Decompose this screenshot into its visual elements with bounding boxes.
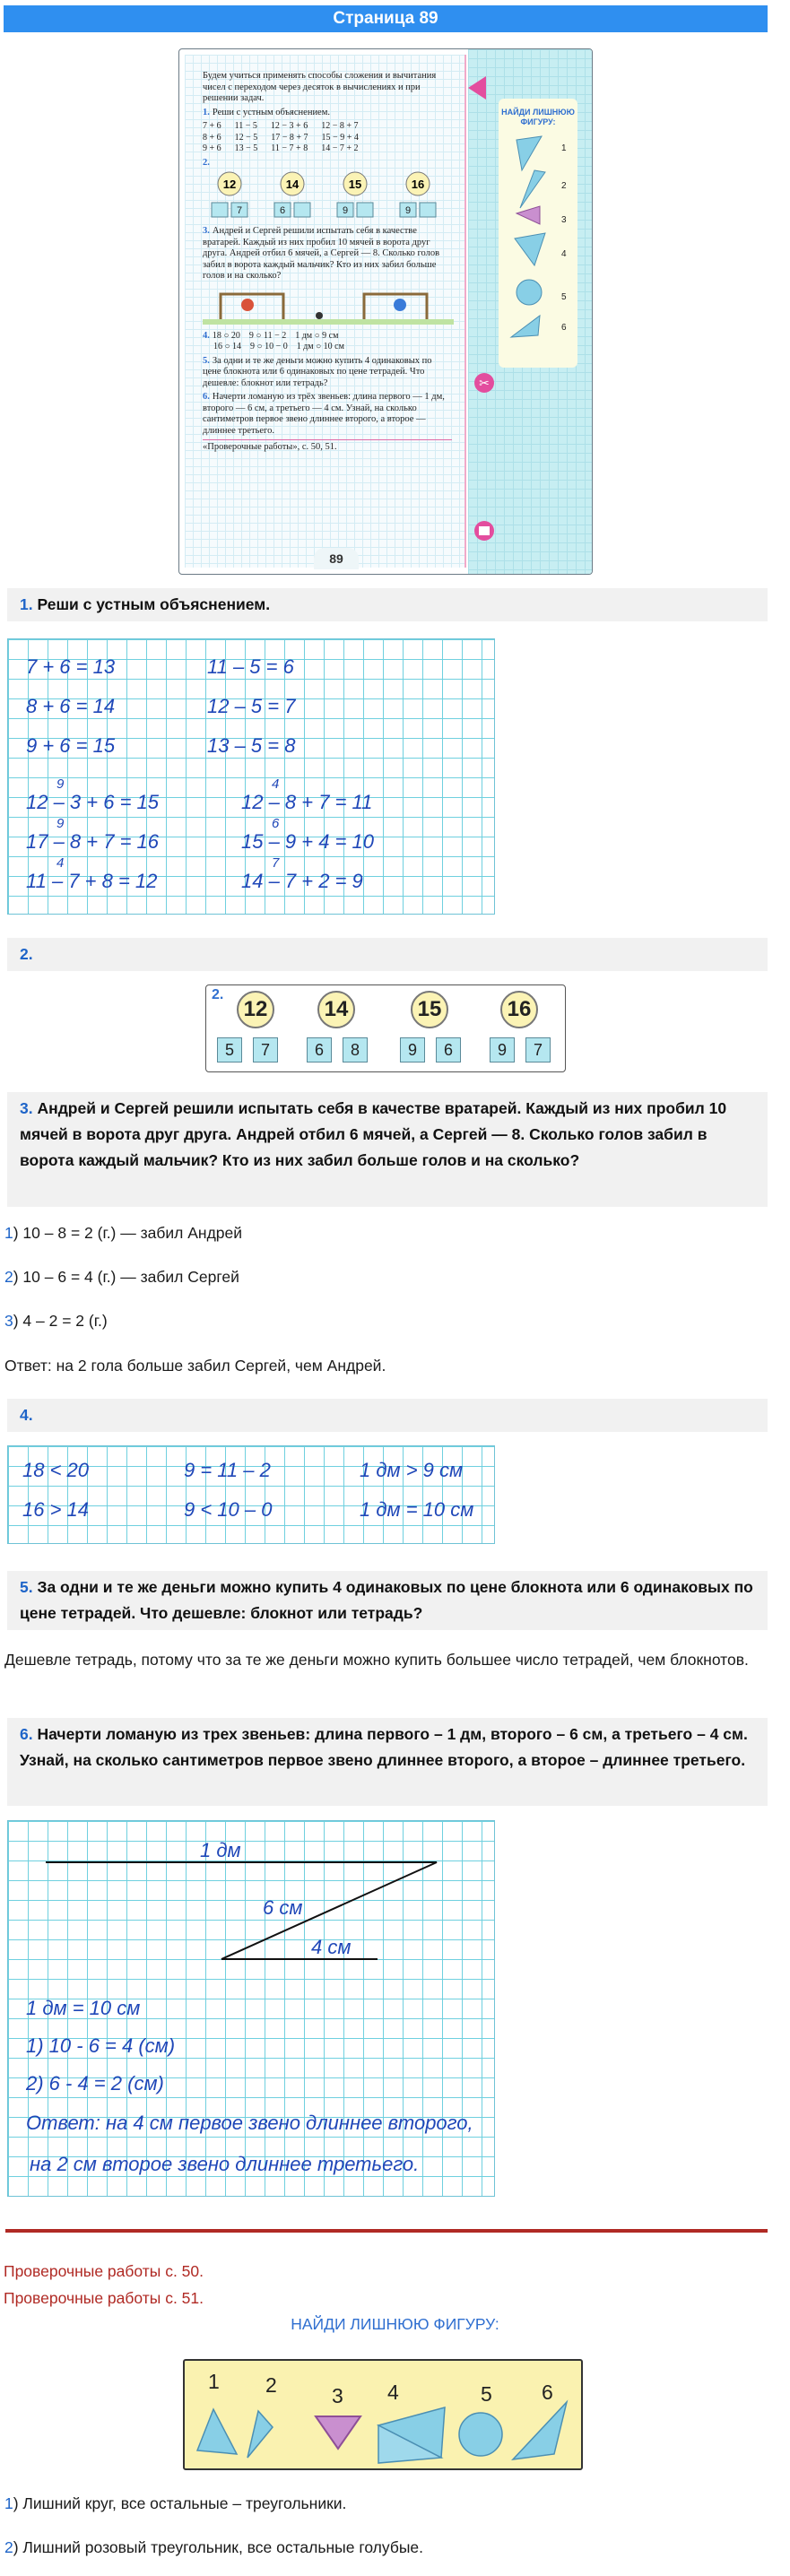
figure-number: 6: [542, 2381, 553, 2404]
solution-line: Ответ: на 4 см первое звено длиннее второго,: [26, 2112, 473, 2134]
panel-label: 2.: [212, 987, 224, 1002]
tb-circle-label: 15: [348, 178, 362, 191]
textbook-task1-row: 8 + 6 12 − 5 17 − 8 + 7 15 − 9 + 4: [203, 132, 359, 143]
number-circle: 12: [237, 991, 274, 1028]
solution-grid-4: [7, 1445, 495, 1544]
section-title-1: 1. Реши с устным объяснением.: [7, 588, 768, 621]
section-divider: [5, 2229, 768, 2233]
number-square: 9: [490, 1037, 515, 1062]
answer-hint: 6: [272, 816, 280, 831]
solution-step: 2) 10 – 6 = 4 (г.) — забил Сергей: [4, 1268, 239, 1286]
tb-circle-label: 12: [222, 178, 237, 191]
svg-text:6: 6: [279, 205, 286, 216]
textbook-task1-row: 7 + 6 11 − 5 12 − 3 + 6 12 − 8 + 7: [203, 121, 359, 131]
number-square: 7: [253, 1037, 278, 1062]
section-title-3: 3. Андрей и Сергей решили испытать себя в качестве вратарей. Каждый из них пробил 10 мячей в ворота друг друга. Андрей отбил 6 мячей, а Сергей — 8. Сколько голов забил в ворота каждый мальчик? Кто из них забил больше голов и на сколько?: [7, 1092, 768, 1207]
solution-grid-6: [7, 1820, 495, 2197]
answer-hint: 9: [56, 816, 65, 831]
figure-2-triangle: [247, 2411, 273, 2458]
answer-line: 9 + 6 = 15: [26, 734, 116, 757]
figure-answer: 2) Лишний розовый треугольник, все остальные голубые.: [4, 2538, 424, 2556]
textbook-task3: 3. Андрей и Сергей решили испытать себя в качестве вратарей. Каждый из них пробил 10 мячей в ворота друг друга. Андрей отбил 6 мячей, а Сергей — 8. Сколько голов забил в ворота каждый мальчик? Кто из них забил больше голов и на сколько?: [203, 226, 440, 281]
circle-number-panel: [205, 984, 566, 1072]
solution-grid-1: [7, 638, 495, 915]
svg-text:1: 1: [561, 143, 567, 153]
answer-line: 11 – 5 = 6: [207, 655, 294, 678]
textbook-intro: Будем учиться применять способы сложения и вычитания чисел с переходом через десяток в вычислениях и при решении задач.: [203, 71, 437, 103]
number-circle: 14: [317, 991, 355, 1028]
side-figure-card: [499, 99, 577, 368]
segment-label: 1 дм: [200, 1839, 241, 1861]
link-checks-51[interactable]: Проверочные работы с. 51.: [4, 2289, 204, 2307]
figure-number: 5: [481, 2382, 492, 2406]
solution-step: 1) 10 – 8 = 2 (г.) — забил Андрей: [4, 1224, 243, 1242]
section-title-4: 4.: [7, 1399, 768, 1432]
textbook-page-number: 89: [314, 548, 359, 569]
textbook-task1: 1. Реши с устным объяснением.: [203, 107, 330, 117]
textbook-checks: «Проверочные работы», с. 50, 51.: [203, 439, 452, 454]
answer-line: 11 – 7 + 8 = 12: [26, 870, 158, 892]
side-figures: [499, 131, 577, 364]
textbook-page: [178, 48, 593, 575]
figure-1-triangle: [197, 2409, 237, 2454]
textbook-task4-row: 16 ○ 14 9 ○ 10 − 0 1 дм ○ 10 см: [213, 342, 344, 351]
section-title-5: 5. За одни и те же деньги можно купить 4 одинаковых по цене блокнота или 6 одинаковых по цене тетрадей. Что дешевле: блокнот или тетрадь?: [7, 1571, 768, 1630]
number-square: 8: [343, 1037, 368, 1062]
comparison-answer: 18 < 20: [22, 1459, 90, 1481]
comparison-answer: 16 > 14: [22, 1498, 90, 1521]
section-title-2: 2.: [7, 938, 768, 971]
section-title-6: 6. Начерти ломаную из трех звеньев: длина первого – 1 дм, второго – 6 см, а третьего – 4 см. Узнай, на сколько сантиметров первое звено длиннее второго, а второе – длиннее третьего.: [7, 1718, 768, 1806]
textbook-task1-row: 9 + 6 13 − 5 11 − 7 + 8 14 − 7 + 2: [203, 143, 359, 153]
number-square: 6: [436, 1037, 461, 1062]
comparison-answer: 9 = 11 – 2: [184, 1459, 271, 1481]
textbook-task2-figure: [203, 169, 454, 222]
answer-hint: 4: [272, 776, 280, 792]
scissors-icon: [473, 372, 495, 394]
number-square: 5: [217, 1037, 242, 1062]
svg-text:6: 6: [561, 323, 567, 333]
answer-text: Ответ: на 2 гола больше забил Сергей, чем Андрей.: [4, 1357, 386, 1375]
solution-line: 1 дм = 10 см: [26, 1997, 141, 2019]
tb-circle-label: 14: [285, 178, 300, 191]
answer-text: Дешевле тетрадь, потому что за те же деньги можно купить большее число тетрадей, чем блокнотов.: [4, 1651, 749, 1669]
answer-line: 12 – 8 + 7 = 11: [241, 791, 373, 813]
svg-text:✂: ✂: [479, 376, 490, 390]
number-circle: 16: [500, 991, 538, 1028]
textbook-task2: 2.: [203, 157, 210, 168]
segment-label: 6 см: [263, 1896, 303, 1919]
figure-answer: 1) Лишний круг, все остальные – треугольники.: [4, 2494, 347, 2512]
figure-6-triangle: [513, 2402, 567, 2459]
figures-drawing: [185, 2361, 585, 2472]
textbook-main-column: [185, 55, 466, 568]
comparison-answer: 1 дм = 10 см: [360, 1498, 474, 1521]
figure-task-title: НАЙДИ ЛИШНЮЮ ФИГУРУ:: [291, 2315, 499, 2333]
answer-hint: 7: [272, 855, 280, 871]
soccer-illustration-icon: [203, 285, 454, 328]
solution-line: 1) 10 - 6 = 4 (см): [26, 2034, 176, 2057]
figure-number: 4: [387, 2381, 399, 2404]
figure-number: 1: [208, 2370, 220, 2393]
figure-number: 3: [332, 2384, 343, 2407]
svg-text:3: 3: [561, 215, 567, 225]
solution-step: 3) 4 – 2 = 2 (г.): [4, 1312, 108, 1330]
textbook-side-column: [468, 49, 593, 575]
number-square: 6: [307, 1037, 332, 1062]
figure-5-circle: [459, 2413, 502, 2456]
comparison-answer: 9 < 10 – 0: [184, 1498, 273, 1521]
answer-hint: 4: [56, 855, 65, 871]
answer-line: 15 – 9 + 4 = 10: [241, 830, 375, 853]
svg-text:4: 4: [561, 249, 567, 259]
answer-line: 12 – 3 + 6 = 15: [26, 791, 160, 813]
answer-line: 7 + 6 = 13: [26, 655, 116, 678]
number-circle: 15: [411, 991, 448, 1028]
pink-triangle-marker-icon: [466, 74, 488, 101]
side-figure-title: НАЙДИ ЛИШНЮЮ ФИГУРУ:: [501, 108, 575, 126]
figure-3-pink-triangle: [316, 2416, 360, 2449]
number-square: 7: [525, 1037, 551, 1062]
segment-label: 4 см: [311, 1936, 352, 1958]
calendar-icon: [473, 520, 495, 542]
page-banner: Страница 89: [4, 5, 768, 32]
answer-line: 12 – 5 = 7: [207, 695, 296, 717]
figure-number: 2: [265, 2373, 277, 2397]
polyline-drawing: [8, 1821, 496, 1991]
figure-panel: [183, 2359, 583, 2470]
textbook-task4: 4. 18 ○ 20 9 ○ 11 − 2 1 дм ○ 9 см: [203, 330, 339, 341]
answer-line: 14 – 7 + 2 = 9: [241, 870, 363, 892]
answer-line: 13 – 5 = 8: [207, 734, 296, 757]
answer-line: 8 + 6 = 14: [26, 695, 116, 717]
textbook-task5: 5. За одни и те же деньги можно купить 4 одинаковых по цене блокнота или 6 одинаковых по цене тетрадей. Что дешевле: блокнот или тетрадь?: [203, 355, 432, 388]
svg-text:9: 9: [404, 205, 412, 216]
solution-line: на 2 см второе звено длиннее третьего.: [30, 2153, 420, 2175]
answer-line: 17 – 8 + 7 = 16: [26, 830, 160, 853]
comparison-answer: 1 дм > 9 см: [360, 1459, 464, 1481]
link-checks-50[interactable]: Проверочные работы с. 50.: [4, 2262, 204, 2280]
answer-hint: 9: [56, 776, 65, 792]
number-square: 9: [400, 1037, 425, 1062]
solution-line: 2) 6 - 4 = 2 (см): [26, 2072, 164, 2095]
svg-text:5: 5: [561, 292, 567, 302]
svg-text:9: 9: [342, 205, 349, 216]
textbook-task6: 6. Начерти ломаную из трёх звеньев: длина первого — 1 дм, второго — 6 см, а третьего — 4 см. Узнай, на сколько сантиметров первое звено длиннее второго, а второе — длиннее третьего.: [203, 392, 445, 436]
svg-text:7: 7: [236, 205, 243, 216]
svg-text:2: 2: [561, 181, 567, 191]
tb-circle-label: 16: [411, 178, 425, 191]
